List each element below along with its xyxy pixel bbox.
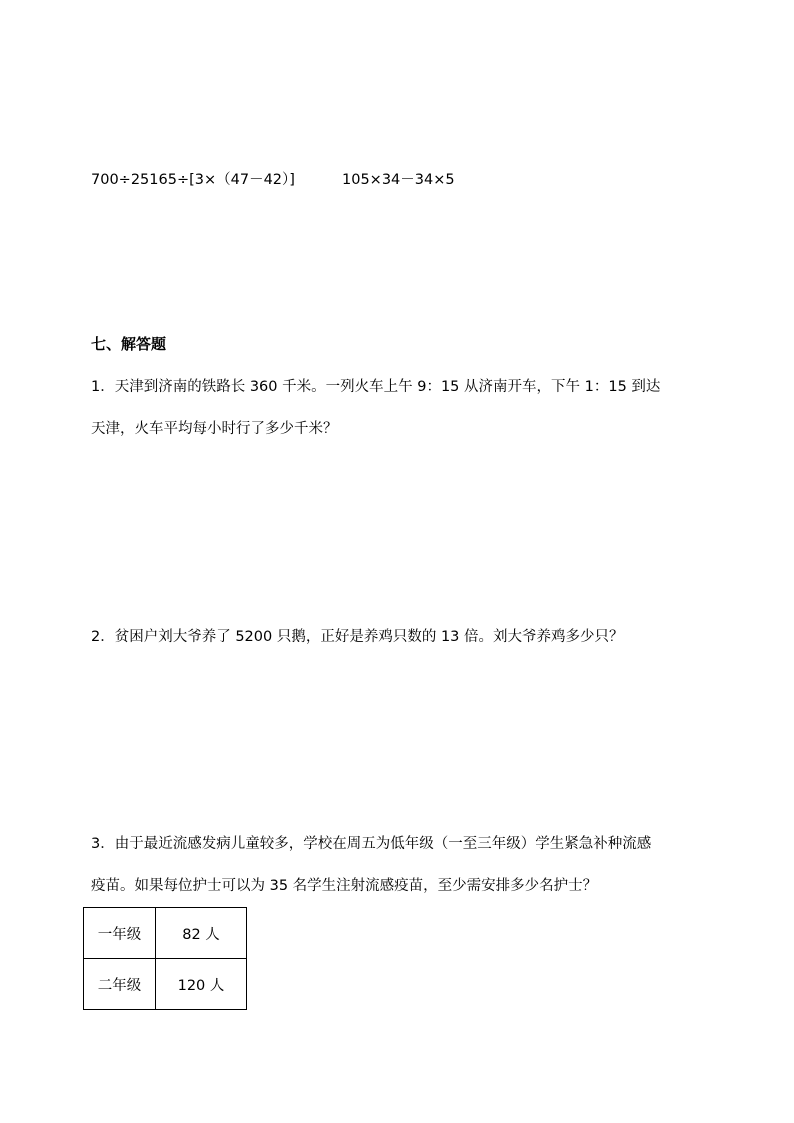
grade-cell: 一年级 bbox=[84, 908, 156, 959]
question-1-line-1: 1．天津到济南的铁路长 360 千米。一列火车上午 9：15 从济南开车，下午 1：15 到达 bbox=[91, 379, 661, 395]
question-2-text: 2．贫困户刘大爷养了 5200 只鹅，正好是养鸡只数的 13 倍。刘大爷养鸡多少只？ bbox=[91, 629, 624, 645]
count-cell: 82 人 bbox=[156, 908, 247, 959]
table-row bbox=[84, 959, 247, 1010]
question-3-line-2: 疫苗。如果每位护士可以为 35 名学生注射流感疫苗，至少需安排多少名护士？ bbox=[91, 878, 598, 894]
table-row bbox=[84, 908, 247, 959]
grade-cell: 二年级 bbox=[84, 959, 156, 1010]
student-count-table bbox=[83, 907, 247, 1010]
count-cell: 120 人 bbox=[156, 959, 247, 1010]
calculation-expression-1: 700÷25165÷[3×（47－42）] bbox=[91, 172, 295, 188]
question-3-line-1: 3．由于最近流感发病儿童较多，学校在周五为低年级（一至三年级）学生紧急补种流感 bbox=[91, 836, 652, 852]
calculation-expression-2: 105×34－34×5 bbox=[342, 172, 455, 188]
section-heading: 七、解答题 bbox=[91, 335, 167, 353]
question-1-line-2: 天津，火车平均每小时行了多少千米？ bbox=[91, 421, 338, 437]
